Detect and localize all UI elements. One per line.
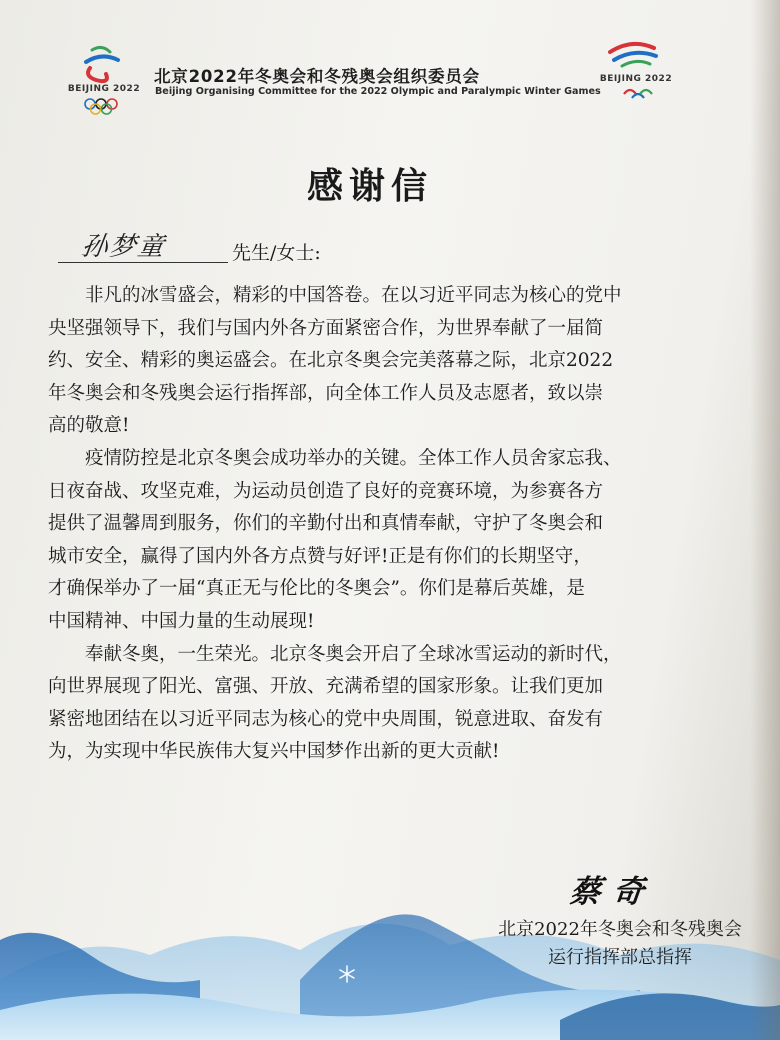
salutation-suffix: 先生/女士: bbox=[232, 242, 321, 264]
text-line: 日夜奋战、攻坚克难，为运动员创造了良好的竞赛环境，为参赛各方 bbox=[48, 480, 604, 502]
letter-title: 感谢信 bbox=[306, 166, 433, 207]
recipient-name-handwritten: 孙梦童 bbox=[79, 232, 168, 262]
text-line: 向世界展现了阳光、富强、开放、充满希望的国家形象。让我们更加 bbox=[48, 676, 604, 698]
snowflake-icon bbox=[338, 965, 356, 983]
text-line: 疫情防控是北京冬奥会成功举办的关键。全体工作人员舍家忘我、 bbox=[48, 447, 622, 469]
text-line: 约、安全、精彩的奥运盛会。在北京冬奥会完美落幕之际，北京2022 bbox=[48, 350, 614, 372]
text-line: 提供了温馨周到服务，你们的辛勤付出和真情奉献，守护了冬奥会和 bbox=[48, 513, 604, 535]
letter-body bbox=[48, 280, 728, 769]
recipient-name-underline bbox=[58, 262, 228, 263]
text-line: 央坚强领导下，我们与国内外各方面紧密合作，为世界奉献了一届简 bbox=[48, 317, 604, 339]
paragraph-3 bbox=[48, 639, 728, 769]
beijing-2022-olympic-emblem bbox=[66, 40, 146, 120]
text-line: 高的敬意! bbox=[48, 415, 130, 437]
text-line: 为，为实现中华民族伟大复兴中国梦作出新的更大贡献! bbox=[48, 741, 500, 763]
signatory-org-line: 北京2022年冬奥会和冬残奥会 bbox=[498, 919, 742, 940]
right-logo-wordmark: BEIJING 2022 bbox=[599, 74, 673, 84]
organising-committee-name-en: Beijing Organising Committee for the 2022 Olympic and Paralympic Winter Games bbox=[155, 86, 601, 97]
text-line: 紧密地团结在以习近平同志为核心的党中央周围，锐意进取、奋发有 bbox=[48, 708, 604, 730]
signatory-name: 蔡奇 bbox=[567, 874, 658, 910]
text-line: 城市安全，赢得了国内外各方点赞与好评!正是有你们的长期坚守， bbox=[48, 545, 592, 567]
text-line: 非凡的冰雪盛会，精彩的中国答卷。在以习近平同志为核心的党中 bbox=[48, 285, 622, 306]
signatory-organisation bbox=[470, 916, 770, 972]
left-logo-wordmark: BEIJING 2022 bbox=[67, 84, 141, 94]
paragraph-1 bbox=[48, 280, 728, 443]
salutation bbox=[58, 226, 458, 266]
page-edge-shadow bbox=[750, 0, 780, 1040]
paragraph-2 bbox=[48, 443, 728, 639]
text-line: 中国精神、中国力量的生动展现! bbox=[48, 610, 315, 632]
signatory-org-line: 运行指挥部总指挥 bbox=[548, 947, 692, 968]
beijing-2022-paralympic-emblem bbox=[596, 36, 676, 116]
olympic-emblem-icon bbox=[66, 40, 146, 120]
text-line: 年冬奥会和冬残奥会运行指挥部，向全体工作人员及志愿者，致以崇 bbox=[48, 382, 604, 404]
text-line: 奉献冬奥，一生荣光。北京冬奥会开启了全球冰雪运动的新时代， bbox=[48, 643, 622, 665]
text-line: 才确保举办了一届“真正无与伦比的冬奥会”。你们是幕后英雄，是 bbox=[48, 578, 585, 600]
organising-committee-name-cn: 北京2022年冬奥会和冬残奥会组织委员会 bbox=[154, 67, 480, 86]
